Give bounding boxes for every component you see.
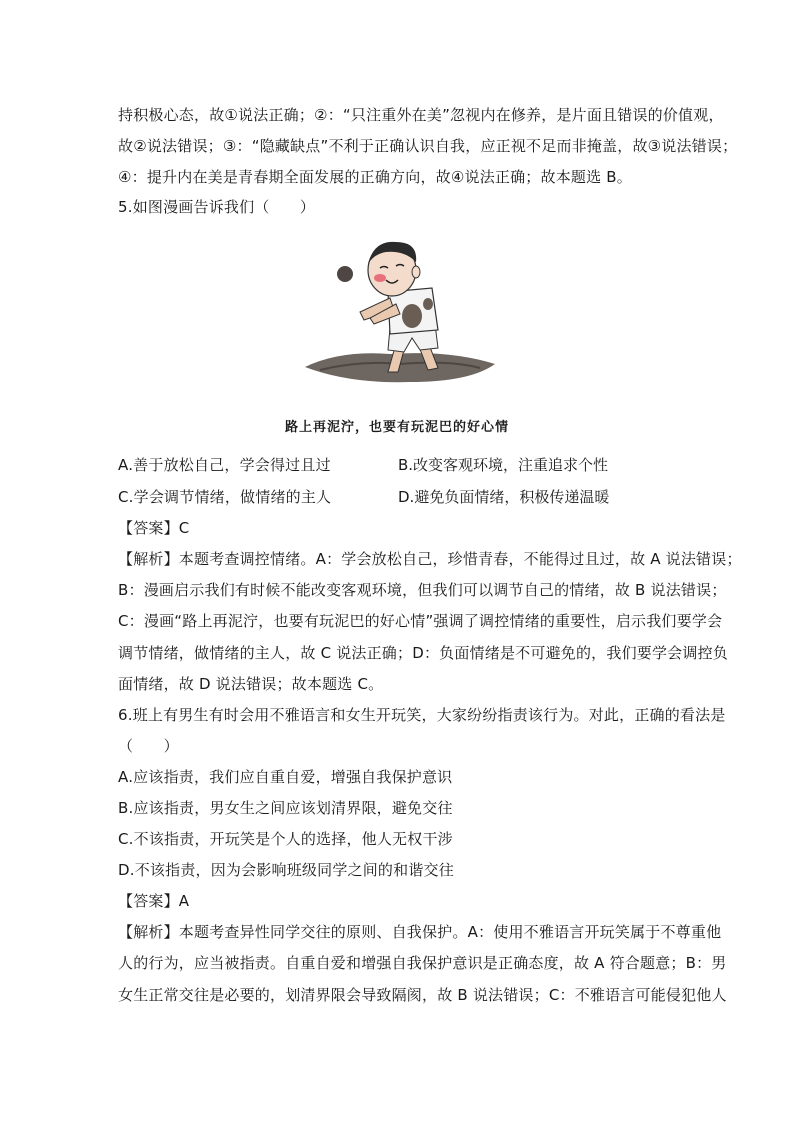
cartoon-image <box>300 232 500 394</box>
explanation-line: 面情绪，故 D 说法错误；故本题选 C。 <box>118 675 384 693</box>
explanation-line: C：漫画“路上再泥泞，也要有玩泥巴的好心情”强调了调控情绪的重要性，启示我们要学会 <box>118 612 723 630</box>
question-6-paren: （ ） <box>118 737 179 755</box>
cartoon-caption: 路上再泥泞，也要有玩泥巴的好心情 <box>284 420 509 435</box>
option-d: D.避免负面情绪，积极传递温暖 <box>398 488 610 506</box>
option-d: D.不该指责，因为会影响班级同学之间的和谐交往 <box>118 861 454 879</box>
explanation-line: B：漫画启示我们有时候不能改变客观环境，但我们可以调节自己的情绪，故 B 说法错误； <box>118 581 727 599</box>
explanation-line: 女生正常交往是必要的，划清界限会导致隔阂，故 B 说法错误；C：不雅语言可能侵犯他人 <box>118 986 727 1004</box>
answer-6: 【答案】A <box>118 892 190 910</box>
option-a: A.善于放松自己，学会得过且过 <box>118 456 331 474</box>
explanation-line: 【解析】本题考查异性同学交往的原则、自我保护。A：使用不雅语言开玩笑属于不尊重他 <box>118 923 722 941</box>
text-line: 故②说法错误；③：“隐藏缺点”不利于正确认识自我，应正视不足而非掩盖，故③说法错误； <box>118 137 738 155</box>
text-line: 持积极心态，故①说法正确；②：“只注重外在美”忽视内在修养，是片面且错误的价值观， <box>118 106 724 124</box>
explanation-line: 人的行为，应当被指责。自重自爱和增强自我保护意识是正确态度，故 A 符合题意；B：男 <box>118 954 727 972</box>
option-a: A.应该指责，我们应自重自爱，增强自我保护意识 <box>118 768 453 786</box>
option-b: B.应该指责，男女生之间应该划清界限，避免交往 <box>118 799 453 817</box>
question-6: 6.班上有男生有时会用不雅语言和女生开玩笑，大家纷纷指责该行为。对此，正确的看法是 <box>118 706 726 724</box>
explanation-line: 调节情绪，做情绪的主人，故 C 说法正确；D：负面情绪是不可避免的，我们要学会调控负 <box>118 644 728 662</box>
option-c: C.学会调节情绪，做情绪的主人 <box>118 488 332 506</box>
explanation-line: 【解析】本题考查调控情绪。A：学会放松自己，珍惜青春，不能得过且过，故 A 说法错误； <box>118 550 742 568</box>
option-b: B.改变客观环境，注重追求个性 <box>398 456 609 474</box>
option-c: C.不该指责，开玩笑是个人的选择，他人无权干涉 <box>118 830 453 848</box>
question-5: 5.如图漫画告诉我们（ ） <box>118 198 316 216</box>
text-line: ④：提升内在美是青春期全面发展的正确方向，故④说法正确；故本题选 B。 <box>118 168 632 186</box>
answer-5: 【答案】C <box>118 519 190 537</box>
